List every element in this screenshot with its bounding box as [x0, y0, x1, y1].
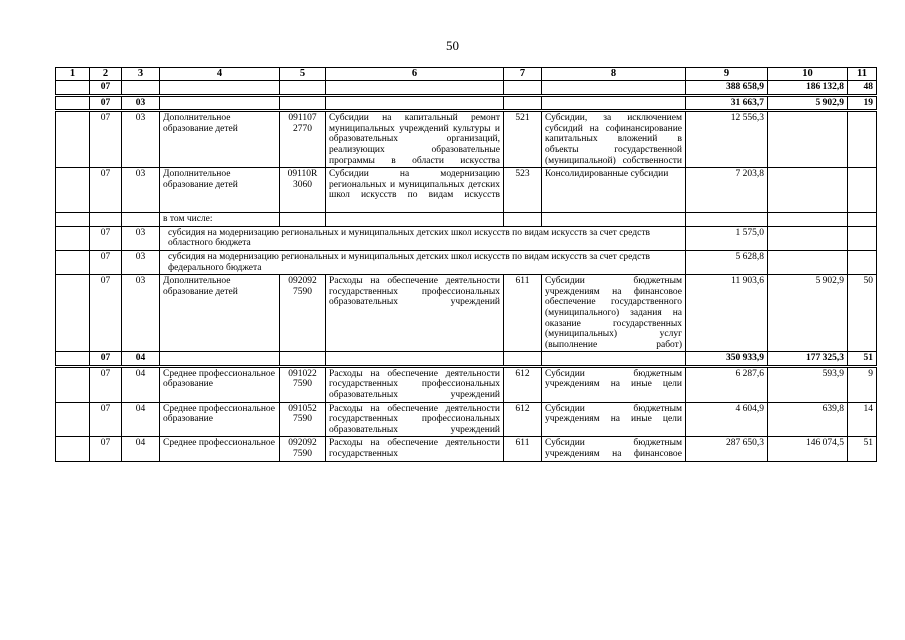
- expense-type-name: Субсидии бюджетным учреждениям на иные цели: [542, 366, 686, 402]
- target-description: Расходы на обеспечение деятельности государственных профессиональных образовательных учреждений: [326, 402, 504, 437]
- amount-col10: 5 902,9: [768, 95, 848, 111]
- percent-col11: 51: [848, 437, 877, 461]
- expense-type-name: Субсидии бюджетным учреждениям на финансовое обеспечение государственного (муниципального) задания на оказание государственных (муниципальных) услуг (выполнение работ): [542, 275, 686, 352]
- table-row: 07 03 Дополнительное образование детей 09110R 3060 Субсидии на модернизацию региональных и муниципальных детских школ искусств по видам искусств 523 Консолидированные субсидии 7 203,8: [56, 168, 877, 213]
- expense-type-name: Субсидии бюджетным учреждениям на финансовое: [542, 437, 686, 461]
- amount-col9: 388 658,9: [686, 81, 768, 96]
- header-cell: 6: [326, 68, 504, 81]
- amount-col10: 5 902,9: [768, 275, 848, 352]
- amount-col9: 1 575,0: [686, 226, 768, 250]
- amount-col10: 177 325,3: [768, 352, 848, 367]
- header-cell: 10: [768, 68, 848, 81]
- section-code: 07: [90, 95, 122, 111]
- subsection-code: 04: [122, 352, 160, 367]
- target-description: Расходы на обеспечение деятельности государственных: [326, 437, 504, 461]
- expense-type-name: Субсидии, за исключением субсидий на софинансирование капитальных вложений в объекты государственной (муниципальной) собственности: [542, 111, 686, 168]
- header-cell: 8: [542, 68, 686, 81]
- amount-col9: 12 556,3: [686, 111, 768, 168]
- amount-col9: 287 650,3: [686, 437, 768, 461]
- header-cell: 5: [280, 68, 326, 81]
- subsection-name: Дополнительное образование детей: [160, 111, 280, 168]
- subsidy-detail-text: субсидия на модернизацию региональных и муниципальных детских школ искусств по видам искусств за счет средств областного бюджета: [160, 226, 686, 250]
- subsection-name: Дополнительное образование детей: [160, 275, 280, 352]
- amount-col9: 11 903,6: [686, 275, 768, 352]
- target-code: 091022 7590: [280, 366, 326, 402]
- expense-type-name: Консолидированные субсидии: [542, 168, 686, 213]
- percent-col11: 51: [848, 352, 877, 367]
- target-description: Субсидии на модернизацию региональных и муниципальных детских школ искусств по видам искусств: [326, 168, 504, 213]
- target-code: 092092 7590: [280, 275, 326, 352]
- target-code: 091107 2770: [280, 111, 326, 168]
- section-row: [56, 95, 877, 111]
- subsidy-detail-text: субсидия на модернизацию региональных и муниципальных детских школ искусств по видам искусств за счет средств федерального бюджета: [160, 250, 686, 274]
- note-text: в том числе:: [160, 213, 280, 227]
- header-cell: 4: [160, 68, 280, 81]
- percent-col11: 48: [848, 81, 877, 96]
- amount-col9: 5 628,8: [686, 250, 768, 274]
- subsection-code: 03: [122, 95, 160, 111]
- subsection-name: Дополнительное образование детей: [160, 168, 280, 213]
- target-code: 092092 7590: [280, 437, 326, 461]
- percent-col11: 14: [848, 402, 877, 437]
- header-cell: 11: [848, 68, 877, 81]
- percent-col11: 19: [848, 95, 877, 111]
- table-row: 07 03 Дополнительное образование детей 092092 7590 Расходы на обеспечение деятельности государственных профессиональных образовательных учреждений 611 Субсидии бюджетным учреждениям на финансовое обеспечение государственного (муниципального) задания на оказание государственных (муниципальных) услуг (выполнение работ) 11 903,6 5 902,9 50: [56, 275, 877, 352]
- percent-col11: 50: [848, 275, 877, 352]
- header-row: [56, 68, 877, 81]
- table-row: 07 04 Среднее профессиональное образование 091022 7590 Расходы на обеспечение деятельности государственных профессиональных образовательных учреждений 612 Субсидии бюджетным учреждениям на иные цели 6 287,6 593,9 9: [56, 366, 877, 402]
- subsection-name: Среднее профессиональное образование: [160, 366, 280, 402]
- amount-col9: 6 287,6: [686, 366, 768, 402]
- header-cell: 2: [90, 68, 122, 81]
- expense-type-name: Субсидии бюджетным учреждениям на иные цели: [542, 402, 686, 437]
- amount-col9: 31 663,7: [686, 95, 768, 111]
- amount-col10: 639,8: [768, 402, 848, 437]
- expense-type-code: 611: [504, 437, 542, 461]
- note-row: [56, 213, 877, 227]
- percent-col11: 9: [848, 366, 877, 402]
- table-row: 07 04 Среднее профессиональное образование 091052 7590 Расходы на обеспечение деятельности государственных профессиональных образовательных учреждений 612 Субсидии бюджетным учреждениям на иные цели 4 604,9 639,8 14: [56, 402, 877, 437]
- section-code: 07: [90, 81, 122, 96]
- amount-col9: 350 933,9: [686, 352, 768, 367]
- table-row: 07 03 Дополнительное образование детей 091107 2770 Субсидии на капитальный ремонт муниципальных учреждений культуры и образовательных организаций, реализующих образовательные программы в области искусства 521 Субсидии, за исключением субсидий на софинансирование капитальных вложений в объекты государственной (муниципальной) собственности 12 556,3: [56, 111, 877, 168]
- target-code: 091052 7590: [280, 402, 326, 437]
- target-description: Субсидии на капитальный ремонт муниципальных учреждений культуры и образовательных организаций, реализующих образовательные программы в области искусства: [326, 111, 504, 168]
- table-row: 07 04 Среднее профессиональное 092092 7590 Расходы на обеспечение деятельности государственных 611 Субсидии бюджетным учреждениям на финансовое 287 650,3 146 074,5 51: [56, 437, 877, 461]
- amount-col10: 146 074,5: [768, 437, 848, 461]
- header-cell: 9: [686, 68, 768, 81]
- expense-type-code: 611: [504, 275, 542, 352]
- expense-type-code: 521: [504, 111, 542, 168]
- header-cell: 1: [56, 68, 90, 81]
- subsection-name: Среднее профессиональное: [160, 437, 280, 461]
- subsidy-detail-row: 07 03 субсидия на модернизацию региональных и муниципальных детских школ искусств по видам искусств за счет средств областного бюджета 1 575,0: [56, 226, 877, 250]
- header-cell: 3: [122, 68, 160, 81]
- amount-col10: 593,9: [768, 366, 848, 402]
- amount-col9: 4 604,9: [686, 402, 768, 437]
- target-description: Расходы на обеспечение деятельности государственных профессиональных образовательных учреждений: [326, 366, 504, 402]
- expense-type-code: 612: [504, 366, 542, 402]
- budget-table: [55, 67, 877, 462]
- section-code: 07: [90, 352, 122, 367]
- page-number: 50: [446, 38, 459, 53]
- amount-col10: 186 132,8: [768, 81, 848, 96]
- expense-type-code: 523: [504, 168, 542, 213]
- section-row: [56, 81, 877, 96]
- target-code: 09110R 3060: [280, 168, 326, 213]
- subsidy-detail-row: 07 03 субсидия на модернизацию региональных и муниципальных детских школ искусств по видам искусств за счет средств федерального бюджета 5 628,8: [56, 250, 877, 274]
- amount-col9: 7 203,8: [686, 168, 768, 213]
- subsection-name: Среднее профессиональное образование: [160, 402, 280, 437]
- expense-type-code: 612: [504, 402, 542, 437]
- section-row: [56, 352, 877, 367]
- target-description: Расходы на обеспечение деятельности государственных профессиональных образовательных учреждений: [326, 275, 504, 352]
- header-cell: 7: [504, 68, 542, 81]
